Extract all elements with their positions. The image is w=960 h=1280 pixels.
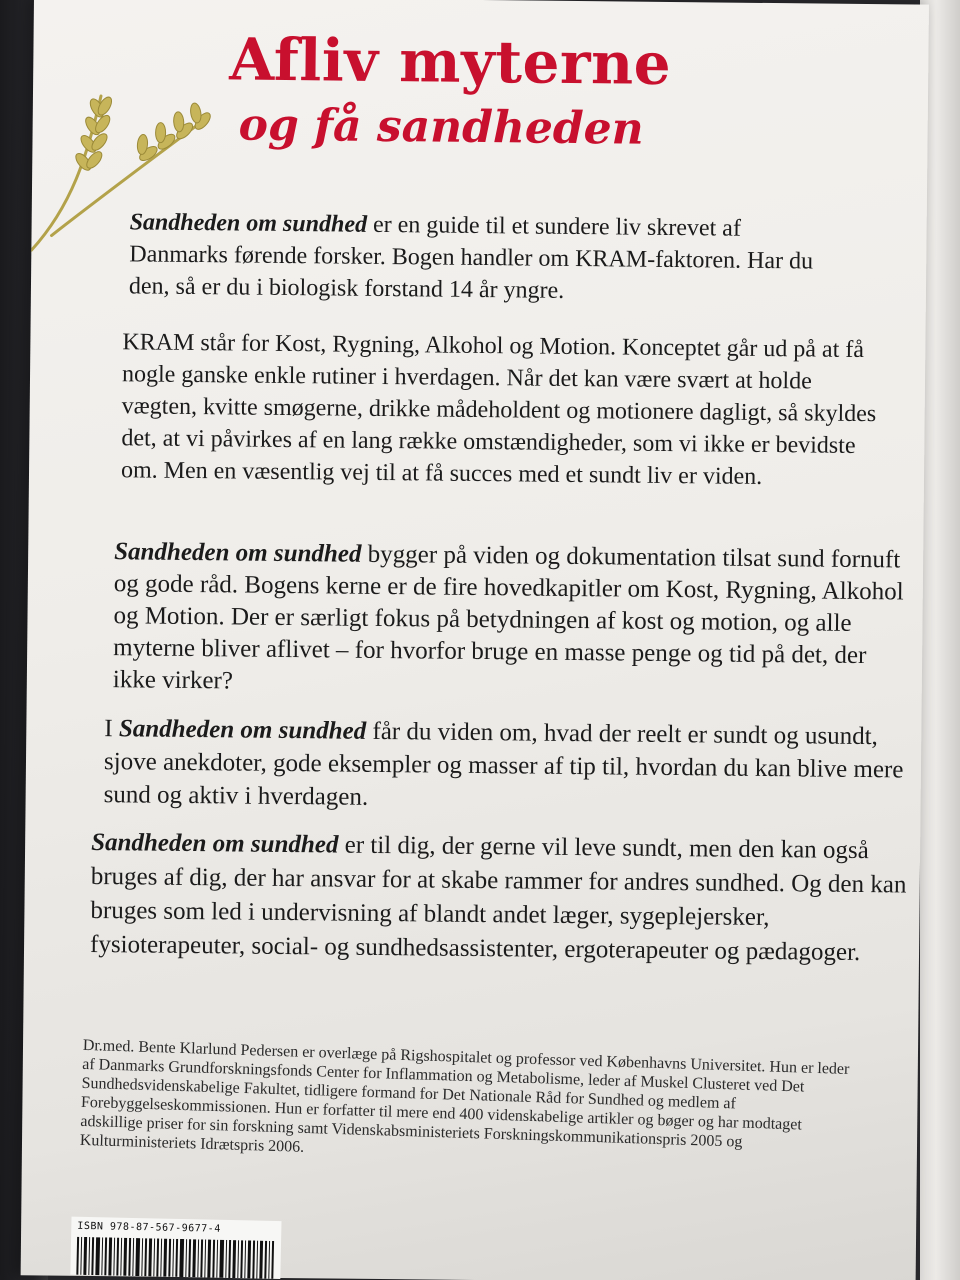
book-title-emphasis: Sandheden om sundhed [118, 715, 367, 745]
paragraph-kram [121, 326, 883, 494]
paragraph-text: bygger på viden og dokumentation tilsat sund fornuft og gode råd. Bogens kerne er de fire hovedkapitler om Kost, Rygning, Alkohol og Motion. Der er særligt fokus på betydningen af kost og motion, og alle myterne bliver aflivet – for hvorfor bruge en masse penge og tid på det, der ikke virker? [112, 540, 904, 695]
author-bio: Dr.med. Bente Klarlund Pedersen er overlæge på Rigshospitalet og professor ved Københavns Universitet. Hun er leder af Danmarks Grundforskningsfonds Center for Inflammation og Metabolisme, leder af Muskel Clusteret ved Det Sundhedsvidenskabelige Fakultet, tidligere formand for Det Nationale Råd for Sundhed og medlem af Forebyggelseskommissionen. Hun er forfatter til mere end 400 videnskabelige artikler og bøger og har modtaget adskillige priser for sin forskning samt Videnskabsministeriets Forskningskommunikationspris 2005 og Kulturministeriets Idrætspris 2006. [79, 1036, 850, 1156]
paragraph-text: er til dig, der gerne vil leve sundt, men den kan også bruges af dig, der har ansvar for at skabe rammer for andres sundhed. Og den kan bruges som led i undervisning af blandt andet læger, sygeplejersker, fysioterapeuter, social- og sundhedsassistenter, ergoterapeuter og pædagoger. [89, 831, 907, 967]
cover-subtitle: og få sandheden [238, 99, 644, 155]
book-title-emphasis: Sandheden om sundhed [91, 828, 339, 859]
back-cover [21, 0, 929, 1280]
paragraph-content [113, 536, 905, 704]
barcode-icon [74, 1237, 275, 1279]
paragraph-text: KRAM står for Kost, Rygning, Alkohol og Motion. Konceptet går ud på at få nogle ganske enkle rutiner i hverdagen. Når det kan være svært at holde vægten, kvitte smøgerne, drikke mådeholdent og motionere dagligt, så skyldes det, at vi påvirkes af en lang række omstændigheder, som vi ikke er bevidste om. Men en væsentlig vej til at få succes med et sundt liv er viden. [120, 329, 877, 490]
paragraph-audience [90, 826, 921, 971]
book-title-emphasis: Sandheden om sundhed [114, 538, 362, 568]
isbn-barcode-label [70, 1217, 281, 1279]
paragraph-benefits [103, 712, 904, 819]
paragraph-prefix: I [104, 715, 120, 743]
book-title-emphasis: Sandheden om sundhed [129, 209, 368, 238]
paragraph-text: er en guide til et sundere liv skrevet af Danmarks førende forsker. Bogen handler om KRAM-faktoren. Har du den, så er du i biologisk forstand 14 år yngre. [128, 211, 814, 304]
paragraph-intro [129, 206, 820, 309]
cover-title: Afliv myterne [229, 25, 672, 98]
isbn-number: ISBN 978-87-567-9677-4 [77, 1220, 221, 1235]
paragraph-text: får du viden om, hvad der reelt er sundt og usundt, sjove anekdoter, gode eksempler og masser af tip til, hvordan du kan blive mere sund og aktiv i hverdagen. [103, 717, 904, 811]
